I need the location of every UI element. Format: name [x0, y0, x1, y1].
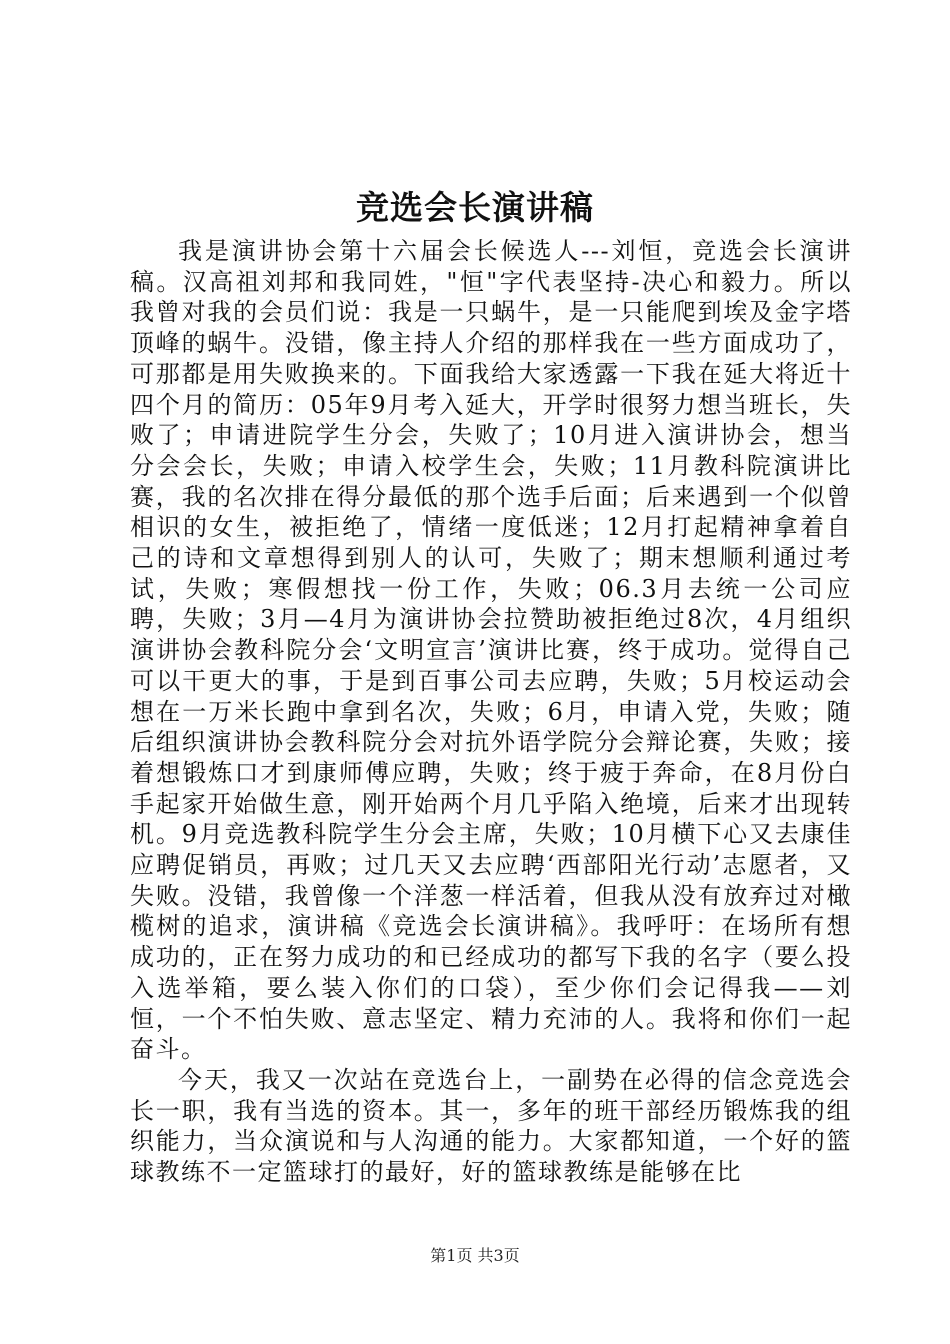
document-body [130, 236, 852, 1188]
paragraph-2: 今天，我又一次站在竞选台上，一副势在必得的信念竞选会长一职，我有当选的资本。其一，多年的班干部经历锻炼我的组织能力，当众演说和与人沟通的能力。大家都知道，一个好的篮球教练不一定篮球打的最好，好的篮球教练是能够在比 [130, 1065, 852, 1187]
document-title: 竞选会长演讲稿 [356, 188, 594, 227]
page-footer: 第1页 共3页 [430, 1246, 520, 1265]
paragraph-1: 我是演讲协会第十六届会长候选人---刘恒，竞选会长演讲稿。汉高祖刘邦和我同姓，"恒"字代表坚持-决心和毅力。所以我曾对我的会员们说：我是一只蜗牛，是一只能爬到埃及金字塔顶峰的蜗牛。没错，像主持人介绍的那样我在一些方面成功了，可那都是用失败换来的。下面我给大家透露一下我在延大将近十四个月的简历：05年9月考入延大，开学时很努力想当班长，失败了；申请进院学生分会，失败了；10月进入演讲协会，想当分会会长，失败；申请入校学生会，失败；11月教科院演讲比赛，我的名次排在得分最低的那个选手后面；后来遇到一个似曾相识的女生，被拒绝了，情绪一度低迷；12月打起精神拿着自己的诗和文章想得到别人的认可，失败了；期末想顺利通过考试，失败；寒假想找一份工作，失败；06.3月去统一公司应聘，失败；3月—4月为演讲协会拉赞助被拒绝过8次，4月组织演讲协会教科院分会‘文明宣言’演讲比赛，终于成功。觉得自己可以干更大的事，于是到百事公司去应聘，失败；5月校运动会想在一万米长跑中拿到名次，失败；6月，申请入党，失败；随后组织演讲协会教科院分会对抗外语学院分会辩论赛，失败；接着想锻炼口才到康师傅应聘，失败；终于疲于奔命，在8月份白手起家开始做生意，刚开始两个月几乎陷入绝境，后来才出现转机。9月竞选教科院学生分会主席，失败；10月横下心又去康佳应聘促销员，再败；过几天又去应聘‘西部阳光行动’志愿者，又失败。没错，我曾像一个洋葱一样活着，但我从没有放弃过对橄榄树的追求，演讲稿《竞选会长演讲稿》。我呼吁：在场所有想成功的，正在努力成功的和已经成功的都写下我的名字（要么投入选举箱，要么装入你们的口袋），至少你们会记得我——刘恒，一个不怕失败、意志坚定、精力充沛的人。我将和你们一起奋斗。 [130, 237, 852, 1064]
